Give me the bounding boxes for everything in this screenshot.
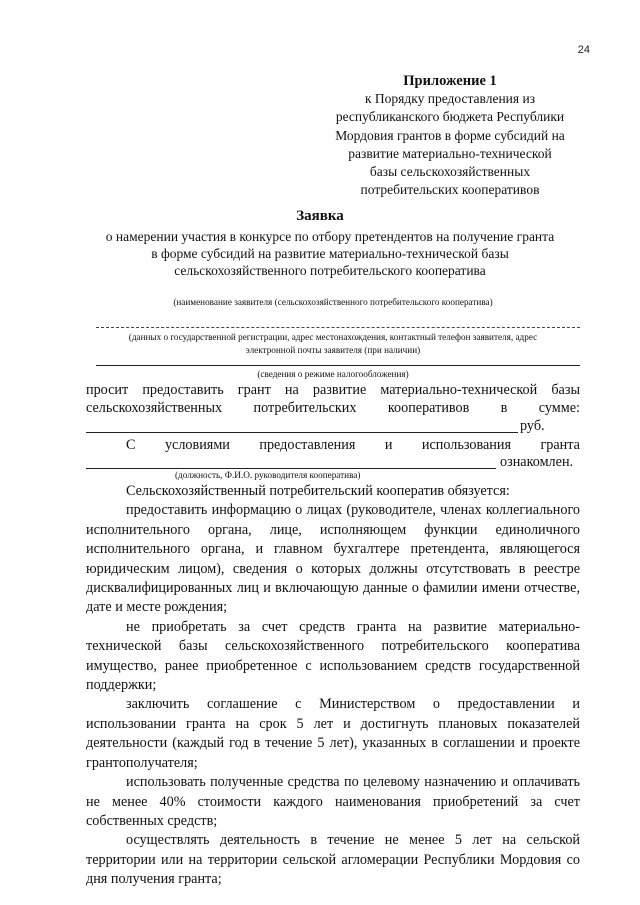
appendix-line: потребительских кооперативов (360, 182, 540, 198)
appendix-header (300, 72, 600, 199)
appendix-line: Мордовия грантов в форме субсидий на (335, 127, 565, 143)
head-field-line (86, 468, 496, 469)
obligation-item: не приобретать за счет средств гранта на развитие материально-технической базы сельскохозяйственного потребительского кооператива имущество, ранее приобретенное с использованием средств государственной поддержки; (86, 618, 580, 694)
conditions-word: и (384, 437, 393, 453)
request-line-1: просит предоставить грант на развитие материально-технической базы (86, 382, 580, 398)
request-word: кооперативов (387, 400, 470, 416)
conditions-word: предоставления (259, 437, 356, 453)
tax-field-line (96, 365, 580, 366)
application-subtitle-line: о намерении участия в конкурсе по отбору претендентов на получение гранта (105, 229, 555, 244)
rub-label: руб. (520, 418, 545, 434)
tax-caption: (сведения о режиме налогообложения) (257, 369, 409, 379)
application-subtitle-line: в форме субсидий на развитие материально-технической базы (151, 246, 509, 261)
application-subtitle-line: сельскохозяйственного потребительского кооператива (174, 263, 486, 278)
appendix-title: Приложение 1 (403, 73, 497, 89)
registration-caption-line: электронной почты заявителя (при наличии) (245, 345, 421, 355)
amount-field-line (86, 432, 518, 433)
request-word: сумме: (538, 400, 580, 416)
request-line-2 (86, 400, 580, 417)
appendix-line: республиканского бюджета Республики (335, 109, 565, 125)
appendix-line: к Порядку предоставления из (364, 91, 536, 107)
request-word: сельскохозяйственных (86, 400, 223, 416)
acquainted-label: ознакомлен. (500, 454, 574, 470)
appendix-line: развитие материально-технической (348, 145, 552, 161)
conditions-word: С (126, 437, 136, 453)
application-title: Заявка (296, 208, 344, 224)
obligations-intro: Сельскохозяйственный потребительский кооператив обязуется: (126, 483, 510, 499)
conditions-word: гранта (540, 437, 580, 453)
obligation-item: заключить соглашение с Министерством о предоставлении и использовании гранта на срок 5 лет и достигнуть плановых показателей деятельности (каждый год в течение 5 лет), указанных в соглашении и проекте грантополучателя; (86, 696, 580, 771)
obligation-item: использовать полученные средства по целевому назначению и оплачивать не менее 40% стоимости каждого наименования приобретений за счет собственных средств; (86, 774, 580, 829)
application-subtitle (80, 228, 580, 279)
registration-caption-line: (данных о государственной регистрации, адрес местонахождения, контактный телефон заявителя, адрес (128, 332, 538, 342)
appendix-line: базы сельскохозяйственных (369, 164, 531, 180)
obligation-item: осуществлять деятельность в течение не менее 5 лет на сельской территории или на территории сельской агломерации Республики Мордовия со дня получения гранта; (86, 832, 580, 888)
conditions-word: условиями (164, 437, 230, 453)
head-caption: (должность, Ф.И.О. руководителя кооператива) (175, 470, 361, 480)
obligation-item: предоставить информацию о лицах (руководителе, членах коллегиального исполнительного органа, лице, исполняющем функции единоличного исполнительного органа, и главном бухгалтере претендента, являющегося юридическим лицом), сведения о которых должны отсутствовать в реестре дисквалифицированных лиц и включающую данные о фамилии имени отчестве, дате и месте рождения; (86, 502, 580, 616)
conditions-line (86, 437, 580, 454)
obligations-section (86, 482, 580, 890)
conditions-word: использования (421, 437, 511, 453)
applicant-name-caption: (наименование заявителя (сельскохозяйственного потребительского кооператива) (173, 297, 493, 307)
page-number: 24 (577, 44, 590, 56)
request-word: в (500, 400, 508, 416)
request-word: потребительских (253, 400, 357, 416)
registration-field-line (96, 327, 580, 328)
registration-caption (86, 331, 580, 357)
